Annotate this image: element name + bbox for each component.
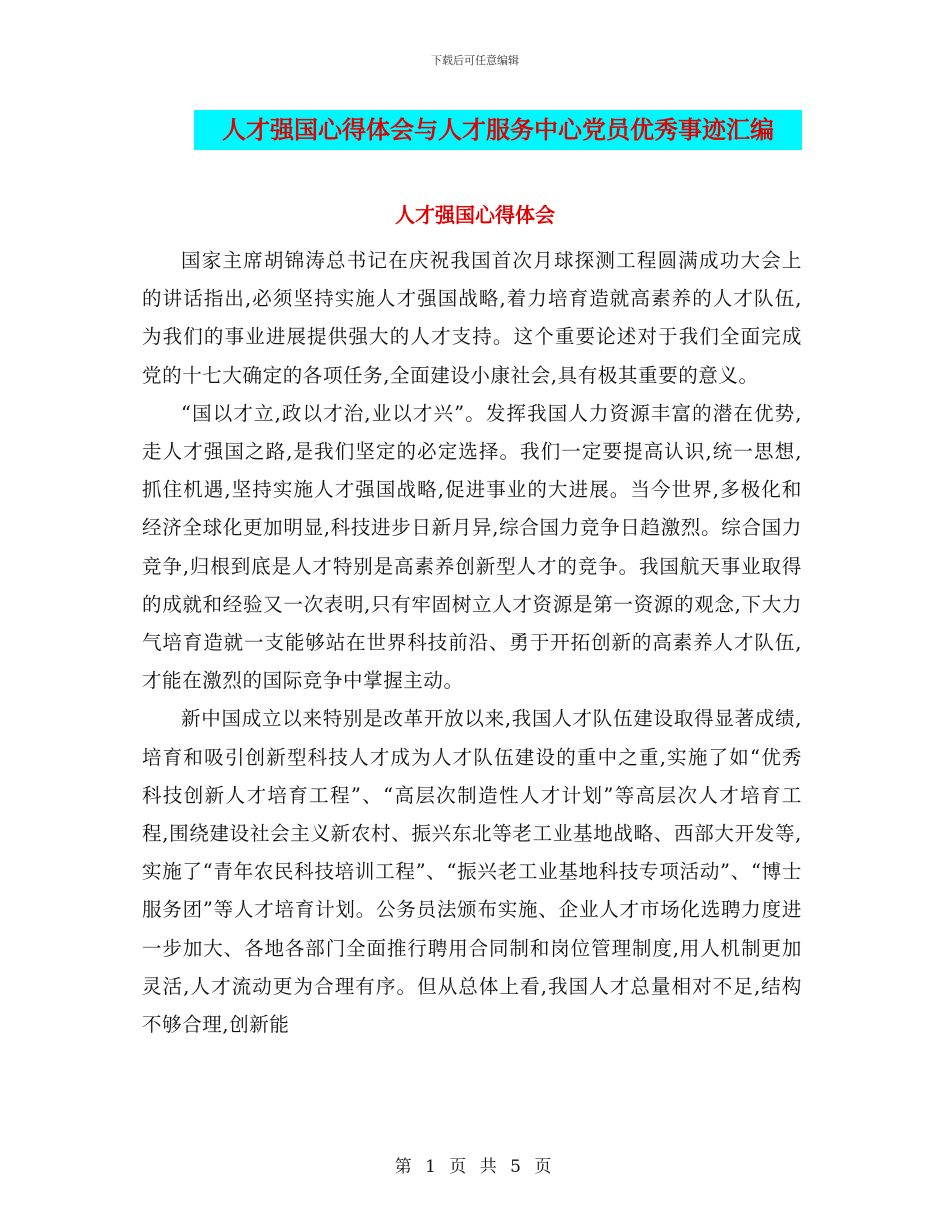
page-footer: 第 1 页 共 5 页: [394, 1157, 556, 1177]
paragraph: 国家主席胡锦涛总书记在庆祝我国首次月球探测工程圆满成功大会上的讲话指出,必须坚持实施人才强国战略,着力培育造就高素养的人才队伍,为我们的事业进展提供强大的人才支持。这个重要论述对于我们全面完成党的十七大确定的各项任务,全面建设小康社会,具有极其重要的意义。: [142, 249, 802, 387]
body-text: [142, 242, 802, 1044]
document-title: 人才强国心得体会与人才服务中心党员优秀事迹汇编: [222, 116, 774, 144]
section-title: 人才强国心得体会: [395, 203, 555, 227]
paragraph: 新中国成立以来特别是改革开放以来,我国人才队伍建设取得显著成绩,培育和吸引创新型科技人才成为人才队伍建设的重中之重,实施了如“优秀科技创新人才培育工程”、“高层次制造性人才计划”等高层次人才培育工程,围绕建设社会主义新农村、振兴东北等老工业基地战略、西部大开发等,实施了“青年农民科技培训工程”、“振兴老工业基地科技专项活动”、“博士服务团”等人才培育计划。公务员法颁布实施、企业人才市场化选聘力度进一步加大、各地各部门全面推行聘用合同制和岗位管理制度,用人机制更加灵活,人才流动更为合理有序。但从总体上看,我国人才总量相对不足,结构不够合理,创新能: [142, 707, 802, 1037]
paragraph: “国以才立,政以才治,业以才兴”。发挥我国人力资源丰富的潜在优势,走人才强国之路,是我们坚定的必定选择。我们一定要提高认识,统一思想,抓住机遇,坚持实施人才强国战略,促进事业的大进展。当今世界,多极化和经济全球化更加明显,科技进步日新月异,综合国力竞争日趋激烈。综合国力竞争,归根到底是人才特别是高素养创新型人才的竞争。我国航天事业取得的成就和经验又一次表明,只有牢固树立人才资源是第一资源的观念,下大力气培育造就一支能够站在世界科技前沿、勇于开拓创新的高素养人才队伍,才能在激烈的国际竞争中掌握主动。: [142, 401, 802, 693]
header-note: 下载后可任意编辑: [431, 54, 519, 67]
